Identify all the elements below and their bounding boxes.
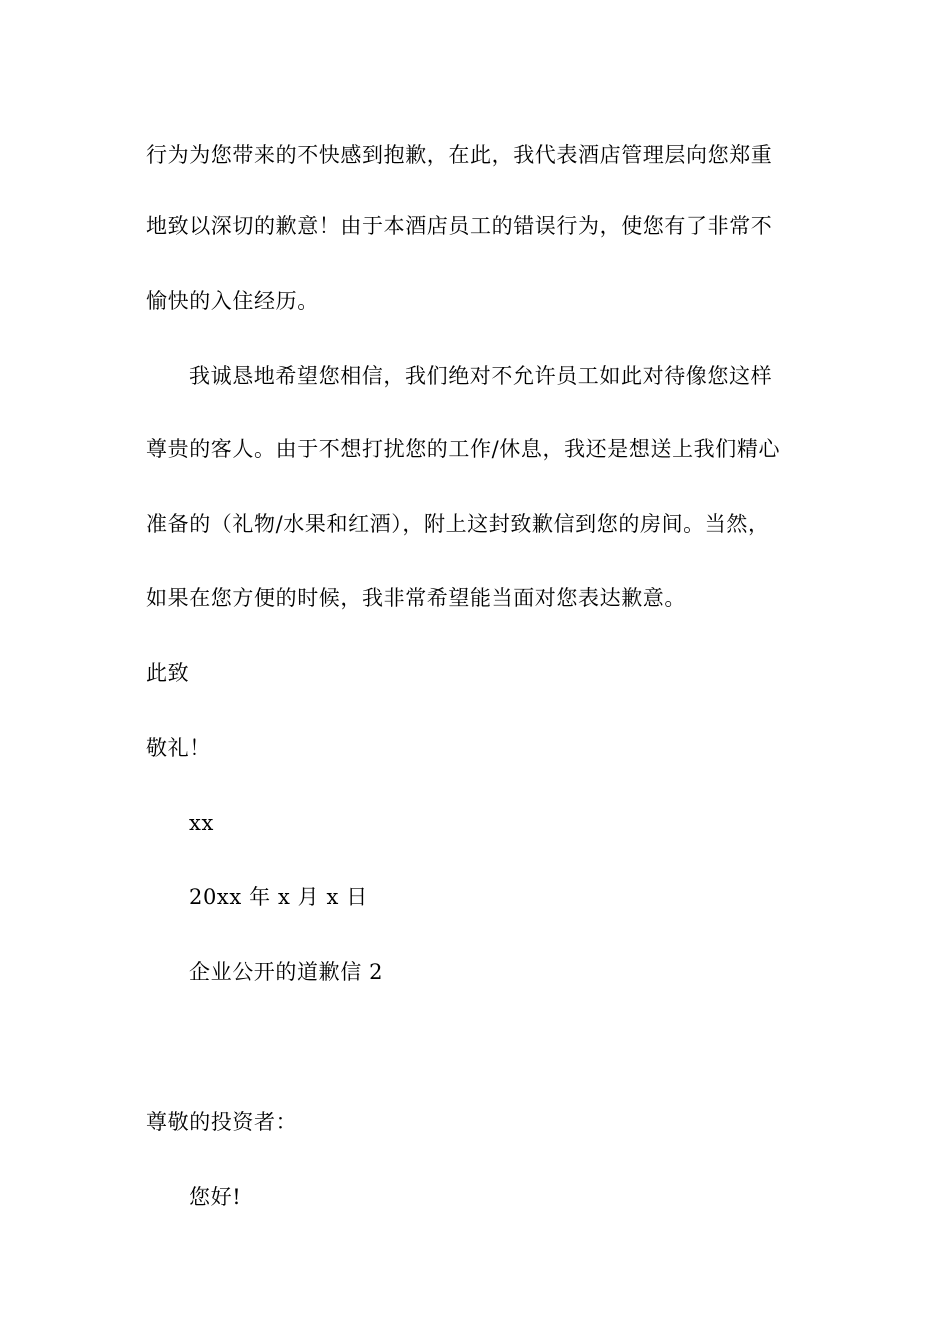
paragraph-line: 我诚恳地希望您相信，我们绝对不允许员工如此对待像您这样 xyxy=(189,364,773,388)
paragraph-line: 愉快的入住经历。 xyxy=(146,289,319,313)
paragraph-line: 如果在您方便的时候，我非常希望能当面对您表达歉意。 xyxy=(146,586,686,610)
letter-greeting: 尊敬的投资者： xyxy=(146,1110,298,1134)
closing-regards: 敬礼！ xyxy=(146,736,211,760)
signature-name: xx xyxy=(189,811,214,835)
paragraph-line: 行为为您带来的不快感到抱歉，在此，我代表酒店管理层向您郑重 xyxy=(146,143,773,167)
section-title: 企业公开的道歉信 2 xyxy=(189,960,384,984)
signature-date: 20xx 年 x 月 x 日 xyxy=(189,885,368,909)
paragraph-line: 准备的（礼物/水果和红酒），附上这封致歉信到您的房间。当然， xyxy=(146,512,770,536)
letter-hello: 您好! xyxy=(189,1185,242,1209)
closing-salutation: 此致 xyxy=(146,661,190,685)
paragraph-line: 尊贵的客人。由于不想打扰您的工作/休息，我还是想送上我们精心 xyxy=(146,437,781,461)
paragraph-line: 地致以深切的歉意！由于本酒店员工的错误行为，使您有了非常不 xyxy=(146,214,773,238)
